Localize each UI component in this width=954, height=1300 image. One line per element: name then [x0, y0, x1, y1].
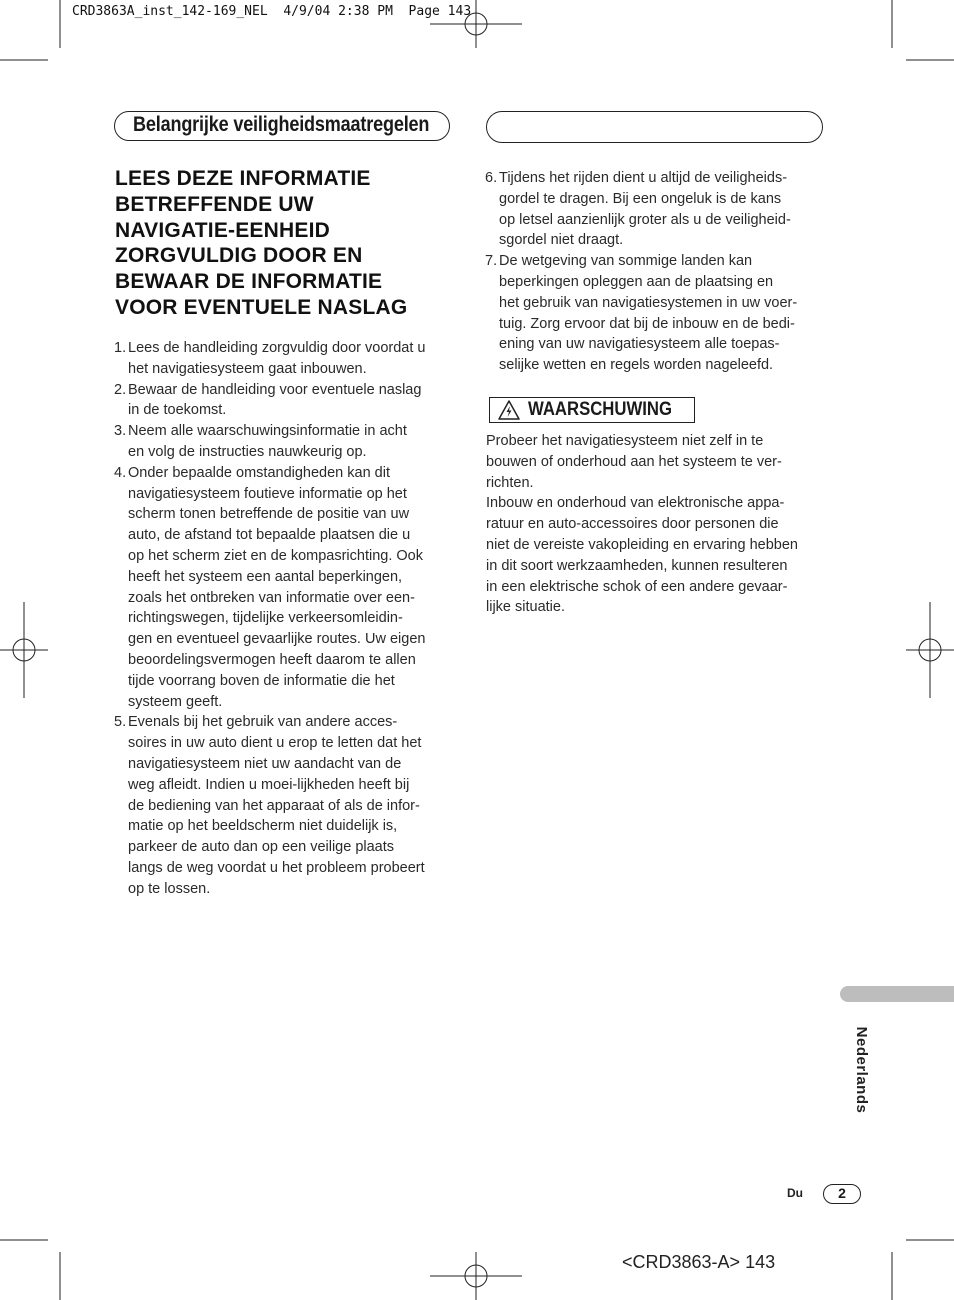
list-item-text — [128, 338, 425, 380]
warning-line: in dit soort werkzaamheden, kunnen resulteren — [486, 557, 788, 574]
list-item-line: op te lossen. — [128, 880, 211, 897]
list-item-text — [128, 463, 425, 713]
list-item — [114, 338, 425, 380]
print-slug: CRD3863A_inst_142-169_NEL 4/9/04 2:38 PM Page 143 — [72, 4, 472, 19]
list-item-line: weg afleidt. Indien u moei-lijkheden heeft bij — [128, 776, 410, 793]
list-item-line: Neem alle waarschuwingsinformatie in acht — [128, 423, 407, 440]
list-item-line: het navigatiesysteem gaat inbouwen. — [128, 360, 367, 377]
list-item — [114, 463, 425, 713]
list-item-line: Tijdens het rijden dient u altijd de veiligheids- — [499, 170, 788, 186]
list-item-line: langs de weg voordat u het probleem probeert — [128, 859, 425, 876]
list-item-number: 7. — [485, 253, 498, 270]
section-header-title: Belangrijke veiligheidsmaatregelen — [133, 113, 430, 136]
list-item-line: navigatiesysteem niet uw aandacht van de — [128, 755, 402, 772]
safety-list-left — [114, 338, 425, 900]
list-item-line: tijde voorrang boven de informatie die het — [128, 672, 395, 689]
list-item-number: 4. — [114, 464, 127, 481]
list-item-line: het gebruik van navigatiesystemen in uw voer- — [499, 294, 798, 311]
list-item-line: selijke wetten en regels worden nageleefd. — [499, 357, 774, 374]
list-item-line: in de toekomst. — [128, 402, 227, 419]
list-item — [114, 421, 425, 463]
list-item-number: 1. — [114, 340, 127, 356]
list-item-text — [128, 712, 425, 899]
list-item-line: scherm tonen betreffende de positie van uw — [128, 506, 410, 523]
list-item-number: 2. — [114, 381, 127, 398]
warning-triangle-icon — [498, 400, 520, 420]
list-item — [485, 251, 797, 376]
language-tab-label: Nederlands — [853, 1026, 870, 1114]
list-item-line: zoals het ontbreken van informatie over een- — [128, 589, 415, 606]
page-number: 2 — [823, 1184, 861, 1204]
list-item-line: heeft het systeem een aantal beperkingen, — [128, 568, 403, 585]
warning-line: Probeer het navigatiesysteem niet zelf in te — [486, 433, 764, 449]
list-item-line: Bewaar de handleiding voor eventuele naslag — [128, 381, 422, 398]
list-item-line: navigatiesysteem foutieve informatie op het — [128, 485, 407, 502]
list-item-line: de bediening van het apparaat of als de infor- — [128, 797, 420, 814]
list-item-line: Onder bepaalde omstandigheden kan dit — [128, 464, 390, 481]
list-item-line: auto, de afstand tot bepaalde plaatsen die u — [128, 527, 411, 544]
warning-box — [489, 397, 695, 423]
main-heading — [115, 166, 465, 321]
warning-line: lijke situatie. — [486, 599, 565, 616]
heading-line: BEWAAR DE INFORMATIE — [115, 270, 383, 294]
list-item-line: De wetgeving van sommige landen kan — [499, 253, 753, 270]
list-item-line: richtingswegen, tijdelijke verkeersomleidin- — [128, 610, 403, 627]
warning-line: ratuur en auto-accessoires door personen die — [486, 516, 779, 533]
list-item-line: beperkingen opleggen aan de plaatsing en — [499, 273, 774, 290]
list-item-number: 5. — [114, 714, 127, 731]
list-item-text — [128, 380, 421, 422]
list-item-line: op letsel aanzienlijk groter als u de veiligheid- — [499, 211, 791, 228]
warning-label: WAARSCHUWING — [528, 399, 672, 420]
section-header-box — [114, 111, 450, 141]
warning-text — [486, 431, 798, 618]
heading-line: NAVIGATIE-EENHEID — [115, 218, 330, 242]
list-item-line: Lees de handleiding zorgvuldig door voordat u — [128, 340, 426, 356]
list-item-text — [499, 168, 791, 251]
heading-line: ZORGVULDIG DOOR EN — [115, 244, 363, 268]
warning-line: Inbouw en onderhoud van elektronische appa- — [486, 495, 785, 512]
heading-line: BETREFFENDE UW — [115, 192, 314, 216]
language-code: Du — [787, 1186, 803, 1200]
list-item-line: gen en eventueel gevaarlijke routes. Uw eigen — [128, 631, 426, 648]
warning-line: bouwen of onderhoud aan het systeem te ver- — [486, 453, 782, 470]
list-item-line: tuig. Zorg ervoor dat bij de inbouw en de bedi- — [499, 315, 795, 332]
list-item-line: ening van uw navigatiesysteem alle toepas- — [499, 336, 780, 353]
list-item-line: gordel te dragen. Bij een ongeluk is de kans — [499, 190, 782, 207]
warning-line: richten. — [486, 474, 534, 491]
warning-line: niet de vereiste vakopleiding en ervaring hebben — [486, 536, 798, 553]
list-item — [114, 380, 425, 422]
list-item-line: sgordel niet draagt. — [499, 232, 624, 249]
list-item-line: soires in uw auto dient u erop te letten dat het — [128, 735, 422, 752]
warning-line: in een elektrische schok of een andere gevaar- — [486, 578, 788, 595]
safety-list-right — [485, 168, 797, 376]
language-tab-bar — [840, 986, 954, 1002]
list-item-number: 3. — [114, 423, 127, 440]
list-item-line: parkeer de auto dan op een veilige plaats — [128, 839, 395, 856]
list-item-text — [499, 251, 797, 376]
list-item-line: op het scherm ziet en de kompasrichting. Ook — [128, 547, 423, 564]
list-item-line: Evenals bij het gebruik van andere acces- — [128, 714, 398, 731]
footer-code: <CRD3863-A> 143 — [622, 1252, 776, 1272]
list-item-line: matie op het beeldscherm niet duidelijk is, — [128, 818, 398, 835]
list-item-text — [128, 421, 407, 463]
list-item — [485, 168, 797, 251]
list-item-line: beoordelingsvermogen heeft daarom te allen — [128, 651, 416, 668]
list-item — [114, 712, 425, 899]
list-item-line: en volg de instructies nauwkeurig op. — [128, 443, 367, 460]
list-item-line: systeem geeft. — [128, 693, 223, 710]
heading-line: VOOR EVENTUELE NASLAG — [115, 295, 408, 319]
list-item-number: 6. — [485, 170, 498, 186]
heading-line: LEES DEZE INFORMATIE — [115, 167, 371, 190]
section-header-box-empty — [486, 111, 823, 143]
